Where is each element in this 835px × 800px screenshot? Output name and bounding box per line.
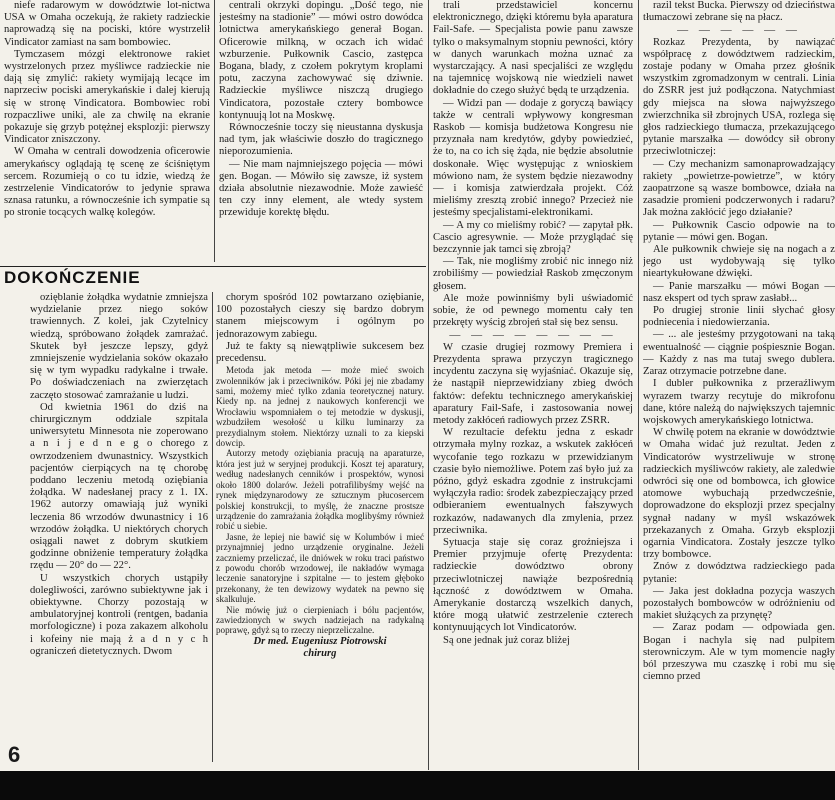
paragraph: — Nie mam najmniejszego pojęcia — mówi gen. Bogan. — Mówiło się zawsze, iż system działa absolutnie niezawodnie. Może zawieść ten czy inny element, ale wtedy system przewiduje korektę błędu. <box>219 158 423 219</box>
top-column-1 <box>4 0 210 262</box>
paragraph: W rezultacie defektu jedna z eskadr otrzymała mylny rozkaz, a wskutek zakłóceń wycofanie tego rozkazu w przewidzianym czasie było niemożliwe. Potem zaś było już za późno, gdyż eskadra zgodnie z instrukcjami wyłączyła radio: środek zabezpieczający przed odbieraniem ewentualnych fałszywych rozkazów, nadawanych dla zmylenia, przez przeciwnika. <box>433 427 633 536</box>
bottom-column-2 <box>216 292 424 764</box>
paragraph: Rozkaz Prezydenta, by nawiązać współpracę z dowództwem radzieckim, zostaje podany w Omaha przez głośnik wszystkim zgromadzonym w centrali. Linia do ZSRR jest już podłączona. Natychmiast gdy miejsca na słowa najwyższego zwierzchnika sił zbrojnych USA, rozlega się głos radzieckiego tłumacza, przekazującego pytanie marszałka — dowódcy sił obrony przeciwlotniczej: <box>643 36 835 158</box>
paragraph: W chwilę potem na ekranie w dowództwie w Omaha widać już rezultat. Jeden z Vindicatorów wystrzeliwuje w stronę radzieckich myśliwców rakiety, ale zaledwie odwróci się one od bombowca, ich głowice atomowe wybuchają przedwcześnie, doprowadzone do eksplozji przez specjalny sygnał nadany w myśl wskazówek przekazanych z Omaha. Grzyb eksplozji ogarnia Vindicatora. Zostały jeszcze tylko trzy bombowce. <box>643 427 835 561</box>
paragraph: Już te fakty są niewątpliwie sukcesem bez precedensu. <box>216 340 424 365</box>
column-divider <box>428 0 429 770</box>
paragraph: chorym spośród 102 powtarzano oziębianie, 100 pozostałych cieszy się bardzo dobrym stanem miejscowym i ogólnym po jednorazowym zabiegu. <box>216 292 424 340</box>
section-rule <box>0 266 426 267</box>
paragraph: Znów z dowództwa radzieckiego pada pytanie: <box>643 561 835 585</box>
paragraph: Ale pułkownik chwieje się na nogach a z jego ust wydobywają się tylko nieartykułowane dźwięki. <box>643 244 835 280</box>
author-role: chirurg <box>303 647 337 659</box>
section-break: — — — — — — <box>677 24 801 37</box>
paragraph: — Zaraz podam — odpowiada gen. Bogan i nachyla się nad pulpitem sterowniczym. Ale w tym momencie nagły ból przeszywa mu czaszkę i robi mu się ciemno przed <box>643 622 835 683</box>
paragraph: Tymczasem mózgi elektronowe rakiet wystrzelonych przez myśliwce radzieckie nie dają się zmylić: rakiety wymijają lecące im naprzeciw pociski amerykańskie i dalej kierują się w stronę Vindicatora. Bombowiec robi rozpaczliwe uniki, ale za chwilę na ekranie pokazuje się grzyb potężnej eksplozji: pierwszy Vindicator zniszczony. <box>4 48 210 146</box>
paragraph: Jasne, że lepiej nie bawić się w Kolumbów i mieć przynajmniej jedno urządzenie oryginalne. Jeżeli zaczniemy przeliczać, ile dniówek w roku traci państwo z powodu chorób wrzodowej, ile nakładów wymaga leczenie sanatoryjne i szpitalne — to jestem głęboko przekonany, że ten dewizowy wydatek na pewno się skalkuluje. <box>216 531 424 605</box>
paragraph: niefe radarowym w dowództwie lot-nictwa USA w Omaha oczekują, że rakiety radzieckie naprowadzą się na pociski, które wystrzelił Vindicator zamiast na sam bombowiec. <box>4 0 210 48</box>
paragraph: trali przedstawiciel koncernu elektronicznego, dzięki któremu była aparatura Fail-Safe. — Specjalista powie panu zawsze tylko o maksymalnym stopniu pewności, który w danych warunkach można uznać za wystarczający. A nasi specjaliści ze względu na tajemnicę wojskową nie wiedzieli nawet dokładnie do czego służyć będą te urządzenia. <box>433 0 633 97</box>
paragraph: W czasie drugiej rozmowy Premiera i Prezydenta sprawa przyczyn tragicznego incydentu zaczyna się wyjaśniać. Okazuje się, że nastąpił nieprzewidziany zbieg dwóch faktów: defektu technicznego amerykańskiej aparatury Fail-Safe, i zastosowania nowej metody zakłóceń radiowych przez ZSRR. <box>433 341 633 426</box>
author-signature: Dr med. Eugeniusz Piotrowski <box>253 635 387 647</box>
paragraph: — A my co mieliśmy robić? — zapytał płk. Cascio agresywnie. — Może przyglądać się bezczynnie jak tamci się zbroją? <box>433 219 633 256</box>
column-4 <box>643 0 835 770</box>
bottom-column-1 <box>30 292 208 742</box>
paragraph: Sytuacja staje się coraz groźniejsza i Premier przyjmuje ofertę Prezydenta: radzieckie dowództwo obrony przeciwlotniczej nawiąże bezpośrednią łączność z dowództwem w Omaha. Amerykanie dostarczą wszelkich danych, które mogą ułatwić zestrzelenie czterech kontynuujących lot Vindicatorów. <box>433 536 633 634</box>
paragraph: — ... ale jesteśmy przygotowani na taką ewentualność — ciągnie pośpiesznie Bogan. — Każdy z nas ma tutaj swego dublera. Zaraz otrzymacie potrzebne dane. <box>643 329 835 378</box>
paragraph: Metoda jak metoda — może mieć swoich zwolenników jak i przeciwników. Póki jej nie zbadamy sami, możemy mieć tylko zdania teoretycznej natury. Kiedy np. na jednej z naukowych konferencji we Wrocławiu wspomniałem o tej metodzie w dyskusji, wzbudziłem wesołość u kilku luminarzy za prezydialnym stołem. Niektórzy uznali to za kiepski dowcip. <box>216 365 424 449</box>
paragraph: Równocześnie toczy się nieustanna dyskusja nad tym, jak właściwie doszło do tragicznego nieporozumienia. <box>219 122 423 158</box>
paragraph: Są one jednak już coraz bliżej <box>443 634 570 646</box>
scan-border <box>0 771 835 800</box>
section-break: — — — — — — — — <box>449 329 617 342</box>
paragraph: I dubler pułkownika z przeraźliwym wyrazem twarzy recytuje do mikrofonu dane, które należą do największych tajemnic wojskowych amerykańskiego lotnictwa. <box>643 378 835 426</box>
paragraph: Nie mówię już o cierpieniach i bólu pacjentów, zawiedzionych w swych nadziejach na radykalną poprawę, gdyż są to rzeczy nieprzeliczalne. <box>216 604 424 636</box>
paragraph: — Pułkownik Cascio odpowie na to pytanie — mówi gen. Bogan. <box>643 219 835 243</box>
section-heading: DOKOŃCZENIE <box>4 268 141 287</box>
paragraph: — Widzi pan — dodaje z goryczą bawiący także w centrali wpływowy kongresman Raskob — komisja budżetowa Kongresu nie przyznała nam kredytów, gdyby powiedzieć, że to, na co ich się żąda, nie będzie absolutnie doskonałe. Więc występując z wnioskiem mówiono nam, że system będzie niezawodny — i komisja zatwierdzała projekt. Cóż mieliśmy zresztą zrobić innego? Przecież nie jesteśmy specjalistami-elektronikami. <box>433 97 633 219</box>
paragraph: centrali okrzyki dopingu. „Dość tego, nie jesteśmy na stadionie” — mówi ostro dowódca lotnictwa amerykańskiego generał Bogan. Oficerowie milkną, w oczach ich widać wzburzenie. Pułkownik Cascio, zastępca Bogana, blady, z czołem pokrytym kroplami potu, zaczyna zachowywać się dziwnie. Radzieckie myśliwce niszczą drugiego Vindicatora, pozostałe cztery bombowce kontynuują lot na Moskwę. <box>219 0 423 121</box>
paragraph: ozięblanie żołądka wydatnie zmniejsza wydzielanie przez niego soków trawiennych. Z kolei, jak Czytelnicy wiedzą, spróbowano żołądek zamrażać. Skutek był jeszcze lepszy, gdyż zmniejszenie wydzielania soków okazało się w tym wypadku radykalne i trwałe. Po doświadczeniach na zwierzętach zaczęto stosować zamrażanie u ludzi. <box>30 292 208 401</box>
paragraph: Autorzy metody oziębiania pracują na aparaturze, która jest już w seryjnej produkcji. Koszt tej aparatury, według nadesłanych cenników i prospektów, wynosi około 1800 dolarów. Jeżeli potrafilibyśmy wejść na rynek międzynarodowy ze sztucznym płucosercem polskiej konstrukcji, to myślę, że znaczne prostsze urządzenie do zamrażania żołądka moglibyśmy również robić u siebie. <box>216 448 424 532</box>
paragraph: Po drugiej stronie linii słychać głosy podniecenia i niedowierzania. <box>643 305 835 329</box>
column-divider <box>638 0 639 770</box>
page-number: 6 <box>8 742 21 767</box>
paragraph: — Czy mechanizm samonaprowadzający rakiety „powietrze-powietrze”, w który zaopatrzone są wasze bombowce, działa na zasadzie promieni podczerwonych i radaru? Jak można zakłócić jego działanie? <box>643 158 835 219</box>
column-3 <box>433 0 633 770</box>
column-divider <box>214 0 215 262</box>
paragraph: — Panie marszałku — mówi Bogan — nasz ekspert od tych spraw zasłabł... <box>643 280 835 304</box>
top-column-2 <box>219 0 423 262</box>
paragraph: U wszystkich chorych ustąpiły dolegliwości, zarówno subiektywne jak i obiektywne. Chorzy pozostają w ambulatoryjnej kontroli (rentgen, badania morfologiczne) i poza zakazem alkoholu i kofeiny nie mają ż a d n y c h ograniczeń dietetycznych. Dwom <box>30 572 208 657</box>
paragraph: Od kwietnia 1961 do dziś na chirurgicznym oddziale szpitala uniwersytetu Minnesota nie zoperowano a n i j e d n e g o chorego z owrzodzeniem dwunastnicy. Wszystkich pacjentów cierpiących na tę chorobę poddano leczeniu metodą oziębiania żołądka. W nadesłanej pracy z 1. IX. 1962 autorzy omawiają już wyniki leczenia 86 wrzodów dwunastnicy i 16 wrzodów żołądka. U niektórych chorych osiągali nawet z dobrym skutkiem godzinne obniżenie temperatury żołądka rzędu — 20° do — 22°. <box>30 401 208 572</box>
paragraph: — Tak, nie mogliśmy zrobić nic innego niż zrobiliśmy — powiedział Raskob zmęczonym głosem. <box>433 256 633 292</box>
column-divider <box>212 292 213 762</box>
paragraph: — Jaka jest dokładna pozycja waszych pozostałych bombowców w odróżnieniu od makiet służących za przynętę? <box>643 585 835 622</box>
paragraph: razil tekst Bucka. Pierwszy od dzieciństwa tłumaczowi zebrane się na płacz. <box>643 0 835 24</box>
paragraph: W Omaha w centrali dowodzenia oficerowie amerykańscy oglądają tę scenę ze ściśniętym sercem. Rozumieją o co tu idzie, wiedzą że zestrzelenie Vindicatorów to jedynie sprawa sznasa ratunku, a równocześnie ich sympatie są po stronie tocących walkę kolegów. <box>4 146 210 219</box>
paragraph: Ale może powinniśmy byli uświadomić sobie, że od pewnego momentu cały ten przekręty wyścig zbrojeń stał się bez sensu. <box>433 292 633 329</box>
